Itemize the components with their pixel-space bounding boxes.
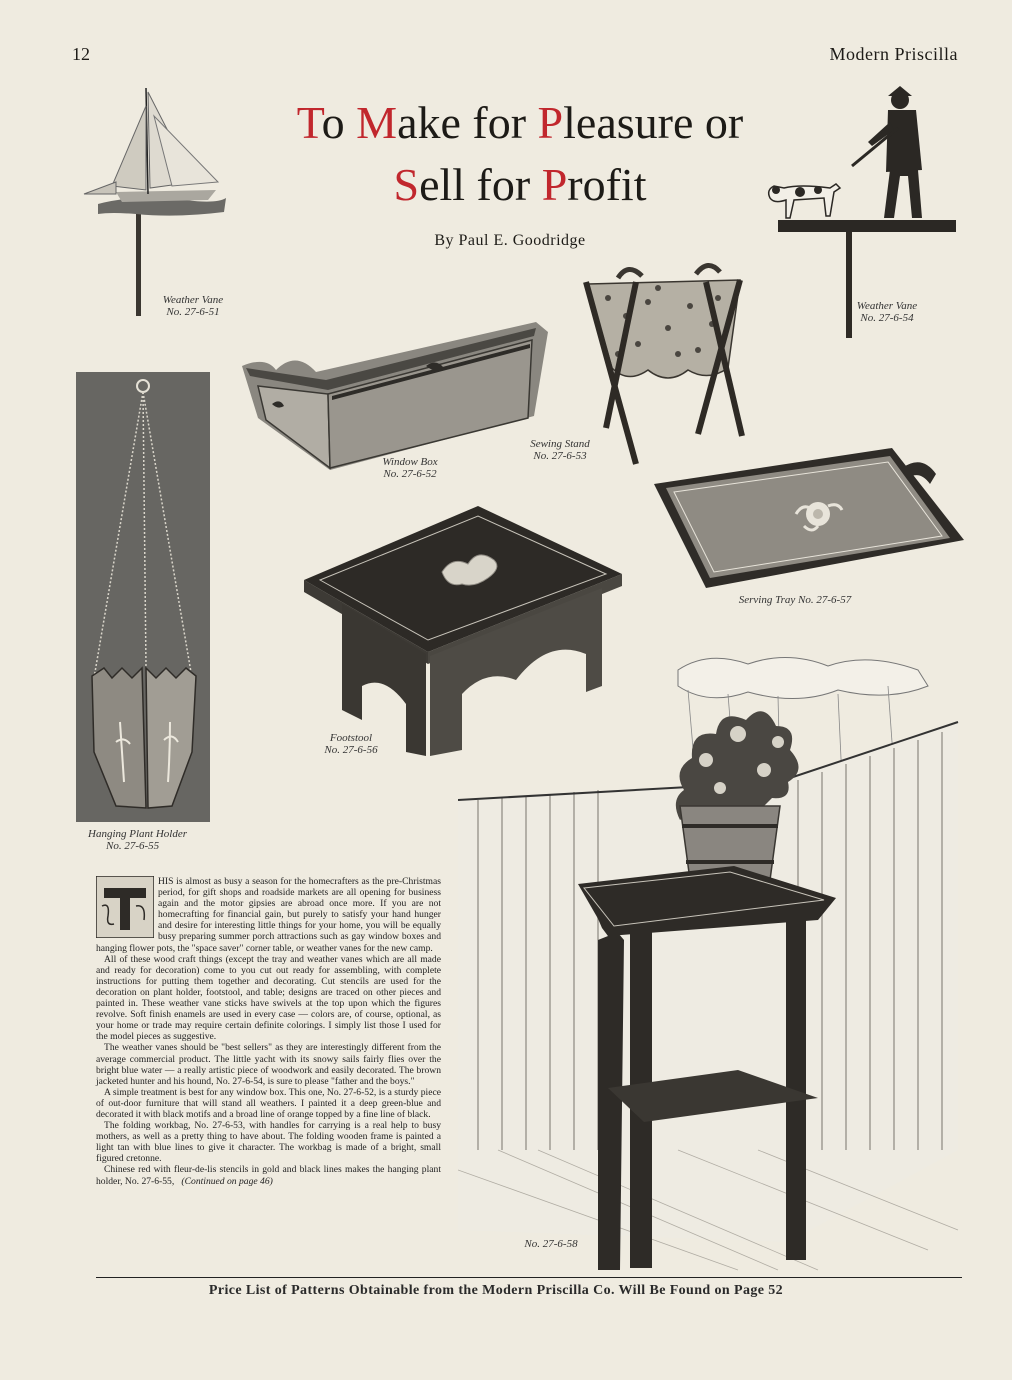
title-initial: S — [393, 159, 420, 210]
title-text: ake for — [397, 97, 538, 148]
caption-line: No. 27-6-55 — [106, 840, 160, 852]
caption-line: No. 27-6-52 — [383, 468, 437, 480]
caption-line: No. 27-6-54 — [860, 312, 914, 324]
article-text: Chinese red with fleur-de-lis stencils in gold and black lines makes the hanging plant holder, No. 27-6-55, — [96, 1164, 441, 1187]
sailboat-weather-vane-image — [76, 86, 236, 318]
caption-line: No. 27-6-51 — [166, 306, 220, 318]
title-text: leasure or — [563, 97, 744, 148]
serving-tray-image — [652, 444, 966, 592]
footer-price-list: Price List of Patterns Obtainable from the Modern Priscilla Co. Will Be Found on Page 52 — [208, 1283, 784, 1298]
corner-table-caption: No. 27-6-58 — [524, 1238, 578, 1250]
magazine-name: Modern Priscilla — [829, 44, 958, 64]
weather-vane-caption-1 — [148, 294, 238, 318]
continued-note: (Continued on page 46) — [181, 1175, 273, 1187]
serving-tray-caption: Serving Tray No. 27-6-57 — [738, 594, 852, 606]
title-text: o — [321, 97, 357, 148]
footer-rule — [96, 1277, 962, 1278]
caption-line: Footstool — [329, 732, 373, 744]
title-text: rofit — [567, 159, 647, 210]
article-paragraph: HIS is almost as busy a season for the homecrafters as the pre-Christmas period, for gift shops and roadside markets are all opening for business again and the motor gipsies are abroad once more. If you are not homecrafting for financial gain, but purely to satisfy your hand hunger and desire for interesting little things for your home, you will be equally busy preparing summer porch attractions such as gay window boxes and hanging flower pots, the "space saver" corner table, or weather vanes for the new camp. — [96, 876, 441, 954]
caption-line: No. 27-6-56 — [324, 744, 378, 756]
caption-line: Weather Vane — [856, 300, 918, 312]
sewing-stand-image — [578, 258, 754, 470]
caption-line: Sewing Stand — [530, 438, 590, 450]
article-paragraph: The folding workbag, No. 27-6-53, with handles for carrying is a real help to busy mothers, as well as a pretty thing to have about. The folding wooden frame is painted a light tan with blue lines to give it character. The workbag is made of a bright, small figured cretonne. — [96, 1120, 441, 1165]
drop-cap-t — [96, 876, 154, 938]
caption-line: Hanging Plant Holder — [88, 828, 187, 840]
sewing-stand-caption — [522, 438, 598, 462]
title-initial: M — [356, 97, 398, 148]
title-initial: P — [541, 159, 568, 210]
caption-line: No. 27-6-53 — [533, 450, 587, 462]
hanging-plant-holder-image — [76, 372, 210, 822]
weather-vane-caption-2 — [842, 300, 932, 324]
page-number: 12 — [72, 44, 90, 64]
article-body — [96, 876, 441, 1187]
window-box-image — [236, 306, 554, 476]
article-title — [250, 92, 790, 216]
corner-table-illustration — [458, 630, 963, 1272]
caption-line: Weather Vane — [162, 294, 224, 306]
byline: By Paul E. Goodridge — [434, 232, 586, 249]
article-paragraph — [96, 1164, 441, 1186]
article-paragraph: A simple treatment is best for any window box. This one, No. 27-6-52, is a sturdy piece of out-door furniture that will stand all weathers. I painted it a deep green-blue and decorated it with black motifs and a broad line of orange topped by a fine line of black. — [96, 1086, 441, 1120]
hanging-plant-holder-caption — [88, 828, 208, 852]
title-initial: T — [296, 97, 322, 148]
article-paragraph: All of these wood craft things (except the tray and weather vanes which are all made and ready for decoration) come to you cut out ready for assembling, with complete instructions for putting them together and decorating. Cut stencils are used for the decoration on plant holder, footstool, and table; designs are traced on other pieces and painted in. These weather vane sticks have swivels at the top upon which the figures revolve. Soft finish enamels are used in every case — colors are, of course, optional, as your home or trade may require certain definite colorings. I simply list those I used for the model pieces as suggestive. — [96, 953, 441, 1043]
caption-line: Window Box — [382, 456, 438, 468]
window-box-caption — [365, 456, 455, 480]
article-paragraph: The weather vanes should be "best sellers" as they are interestingly different from the average commercial product. The little yacht with its snowy sails fairly flies over the bright blue water — a really artistic piece of woodwork and easily decorated. The brown jacketed hunter and his hound, No. 27-6-54, is sure to please "father and the boys." — [96, 1042, 441, 1087]
footstool-caption — [316, 732, 386, 756]
title-text: ell for — [419, 159, 542, 210]
title-initial: P — [537, 97, 564, 148]
